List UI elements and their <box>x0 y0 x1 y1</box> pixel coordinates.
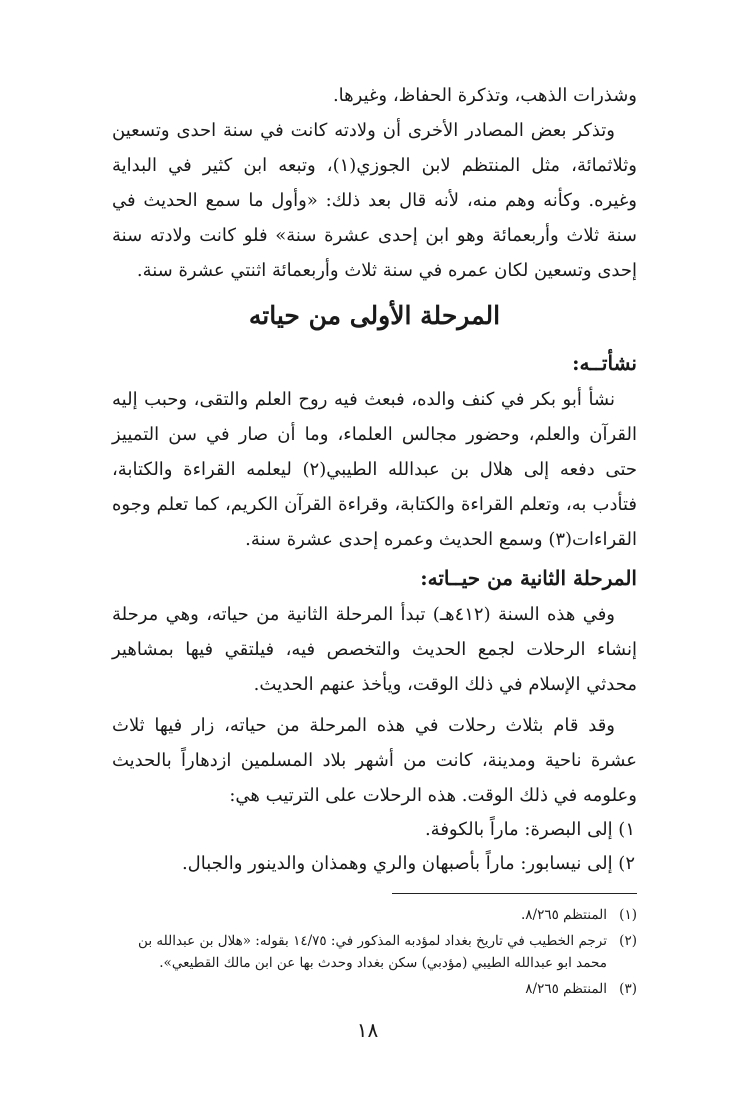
page-number: ١٨ <box>356 1018 379 1042</box>
footnote-divider <box>392 893 637 894</box>
footnote <box>112 978 637 1000</box>
footnote-text: ترجم الخطيب في تاريخ بغداد لمؤدبه المذكور في: ١٤/٧٥ بقوله: «هلال بن عبدالله بن محمد ابو عبدالله الطيبي (مؤدبي) سكن بغداد وحدث بها عن ابن مالك القطيعي». <box>138 933 607 971</box>
section-title-upbringing: نشأتــه: <box>572 351 637 375</box>
footnote-number: (١) <box>619 907 637 923</box>
list-item: ١) إلى البصرة: ماراً بالكوفة. <box>424 819 635 840</box>
paragraph-upbringing: نشأ أبو بكر في كنف والده، فبعث فيه روح العلم والتقى، وحبب إليه القرآن والعلم، وحضور مجالس العلماء، وما أن صار في سن التمييز حتى دفعه إلى هلال بن عبدالله الطيبي(٢) ليعلمه القراءة والكتابة، فتأدب به، وتعلم القراءة والكتابة، وقراءة القرآن الكريم، كما تعلم وجوه القراءات(٣) وسمع الحديث وعمره إحدى عشرة سنة. <box>112 389 637 550</box>
footnote-number: (٢) <box>619 933 637 949</box>
paragraph-continuation: وشذرات الذهب، وتذكرة الحفاظ، وغيرها. <box>332 85 637 106</box>
section-title-second-stage: المرحلة الثانية من حيــاته: <box>420 566 637 590</box>
paragraph-birth-date: وتذكر بعض المصادر الأخرى أن ولادته كانت في سنة احدى وتسعين وثلاثمائة، مثل المنتظم لابن الجوزي(١)، وتبعه ابن كثير في البداية وغيره. وكأنه وهم منه، لأنه قال بعد ذلك: «وأول ما سمع الحديث في سنة ثلاث وأربعمائة وهو ابن إحدى عشرة سنة» فلو كانت ولادته سنة إحدى وتسعين لكان عمره في سنة ثلاث وأربعمائة اثنتي عشرة سنة. <box>112 120 637 281</box>
list-item: ٢) إلى نيسابور: ماراً بأصبهان والري وهمذان والدينور والجبال. <box>181 853 635 874</box>
footnote-text: المنتظم ٨/٢٦٥ <box>525 981 607 997</box>
chapter-title: المرحلة الأولى من حياته <box>248 301 501 330</box>
footnote <box>112 930 637 974</box>
footnote-text: المنتظم ٨/٢٦٥. <box>520 907 607 923</box>
footnote-number: (٣) <box>619 981 637 997</box>
paragraph-second-stage: وفي هذه السنة (٤١٢هـ) تبدأ المرحلة الثانية من حياته، وهي مرحلة إنشاء الرحلات لجمع الحديث والتخصص فيه، فيلتقي فيها بمشاهير محدثي الإسلام في ذلك الوقت، ويأخذ عنهم الحديث. <box>112 604 637 695</box>
paragraph-journeys: وقد قام بثلاث رحلات في هذه المرحلة من حياته، زار فيها ثلاث عشرة ناحية ومدينة، كانت من أشهر بلاد المسلمين ازدهاراً بالحديث وعلومه في ذلك الوقت. هذه الرحلات على الترتيب هي: <box>112 715 637 806</box>
footnote <box>112 904 637 926</box>
